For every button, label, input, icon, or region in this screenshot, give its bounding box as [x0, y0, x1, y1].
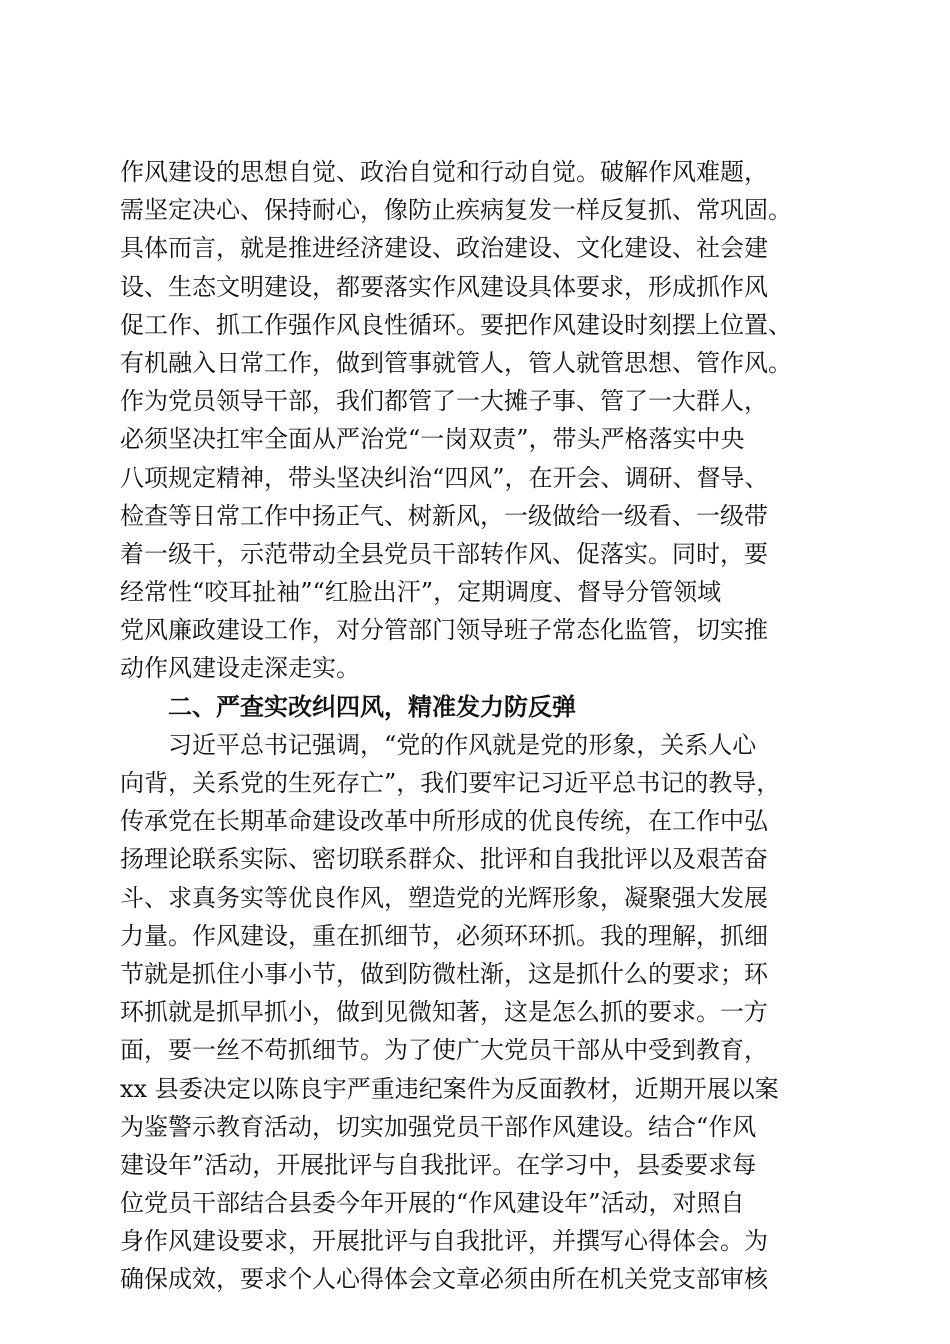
body-line: 作风建设的思想自觉、政治自觉和行动自觉。破解作风难题，: [120, 158, 768, 186]
body-line: 传承党在长期革命建设改革中所形成的优良传统，在工作中弘: [120, 807, 768, 836]
body-line: 位党员干部结合县委今年开展的“作风建设年”活动，对照自: [120, 1189, 745, 1218]
body-line: 需坚定决心、保持耐心，像防止疾病复发一样反复抓、常巩固。: [120, 196, 792, 225]
body-line: 力量。作风建设，重在抓细节，必须环环抓。我的理解，抓细: [120, 921, 768, 950]
body-line: 设、生态文明建设，都要落实作风建设具体要求，形成抓作风: [120, 272, 768, 301]
body-line: 为鉴警示教育活动，切实加强党员干部作风建设。结合“作风: [120, 1112, 757, 1141]
body-line: 检查等日常工作中扬正气、树新风，一级做给一级看、一级带: [120, 501, 768, 530]
body-line: 扬理论联系实际、密切联系群众、批评和自我批评以及艰苦奋: [120, 845, 768, 874]
body-line: 斗、求真务实等优良作风，塑造党的光辉形象，凝聚强大发展: [120, 883, 768, 912]
body-line: 党风廉政建设工作，对分管部门领导班子常态化监管，切实推: [120, 616, 768, 645]
body-line: 八项规定精神，带头坚决纠治“四风”，在开会、调研、督导、: [120, 463, 769, 492]
body-line: 确保成效，要求个人心得体会文章必须由所在机关党支部审核: [120, 1265, 768, 1294]
body-line: 环抓就是抓早抓小，做到见微知著，这是怎么抓的要求。一方: [120, 998, 768, 1027]
body-line: 必须坚决扛牢全面从严治党“一岗双责”，带头严格落实中央: [120, 425, 745, 454]
section-heading: 二、严查实改纠四风，精准发力防反弹: [168, 692, 576, 721]
body-line: 建设年”活动，开展批评与自我批评。在学习中，县委要求每: [120, 1150, 757, 1179]
body-line: 身作风建设要求，开展批评与自我批评，并撰写心得体会。为: [120, 1227, 768, 1256]
body-line: 节就是抓住小事小节，做到防微杜渐，这是抓什么的要求；环: [120, 959, 768, 988]
body-line: 着一级干，示范带动全县党员干部转作风、促落实。同时，要: [120, 539, 768, 568]
body-line: 经常性“咬耳扯袖”“红脸出汗”，定期调度、督导分管领域: [120, 578, 722, 607]
body-line: 促工作、抓工作强作风良性循环。要把作风建设时刻摆上位置、: [120, 310, 792, 339]
document-body: [120, 153, 850, 1299]
body-line: 作为党员领导干部，我们都管了一大摊子事、管了一大群人，: [120, 387, 768, 416]
body-line: 面，要一丝不苟抓细节。为了使广大党员干部从中受到教育，: [120, 1036, 768, 1065]
body-line: 动作风建设走深走实。: [120, 654, 360, 683]
body-line: 有机融入日常工作，做到管事就管人，管人就管思想、管作风。: [120, 348, 792, 377]
body-line: 向背，关系党的生死存亡”，我们要牢记习近平总书记的教导，: [120, 769, 781, 797]
body-line: 习近平总书记强调，“党的作风就是党的形象，关系人心: [168, 730, 757, 759]
body-line: 具体而言，就是推进经济建设、政治建设、文化建设、社会建: [120, 234, 768, 263]
body-line: xx 县委决定以陈良宇严重违纪案件为反面教材，近期开展以案: [120, 1074, 779, 1103]
